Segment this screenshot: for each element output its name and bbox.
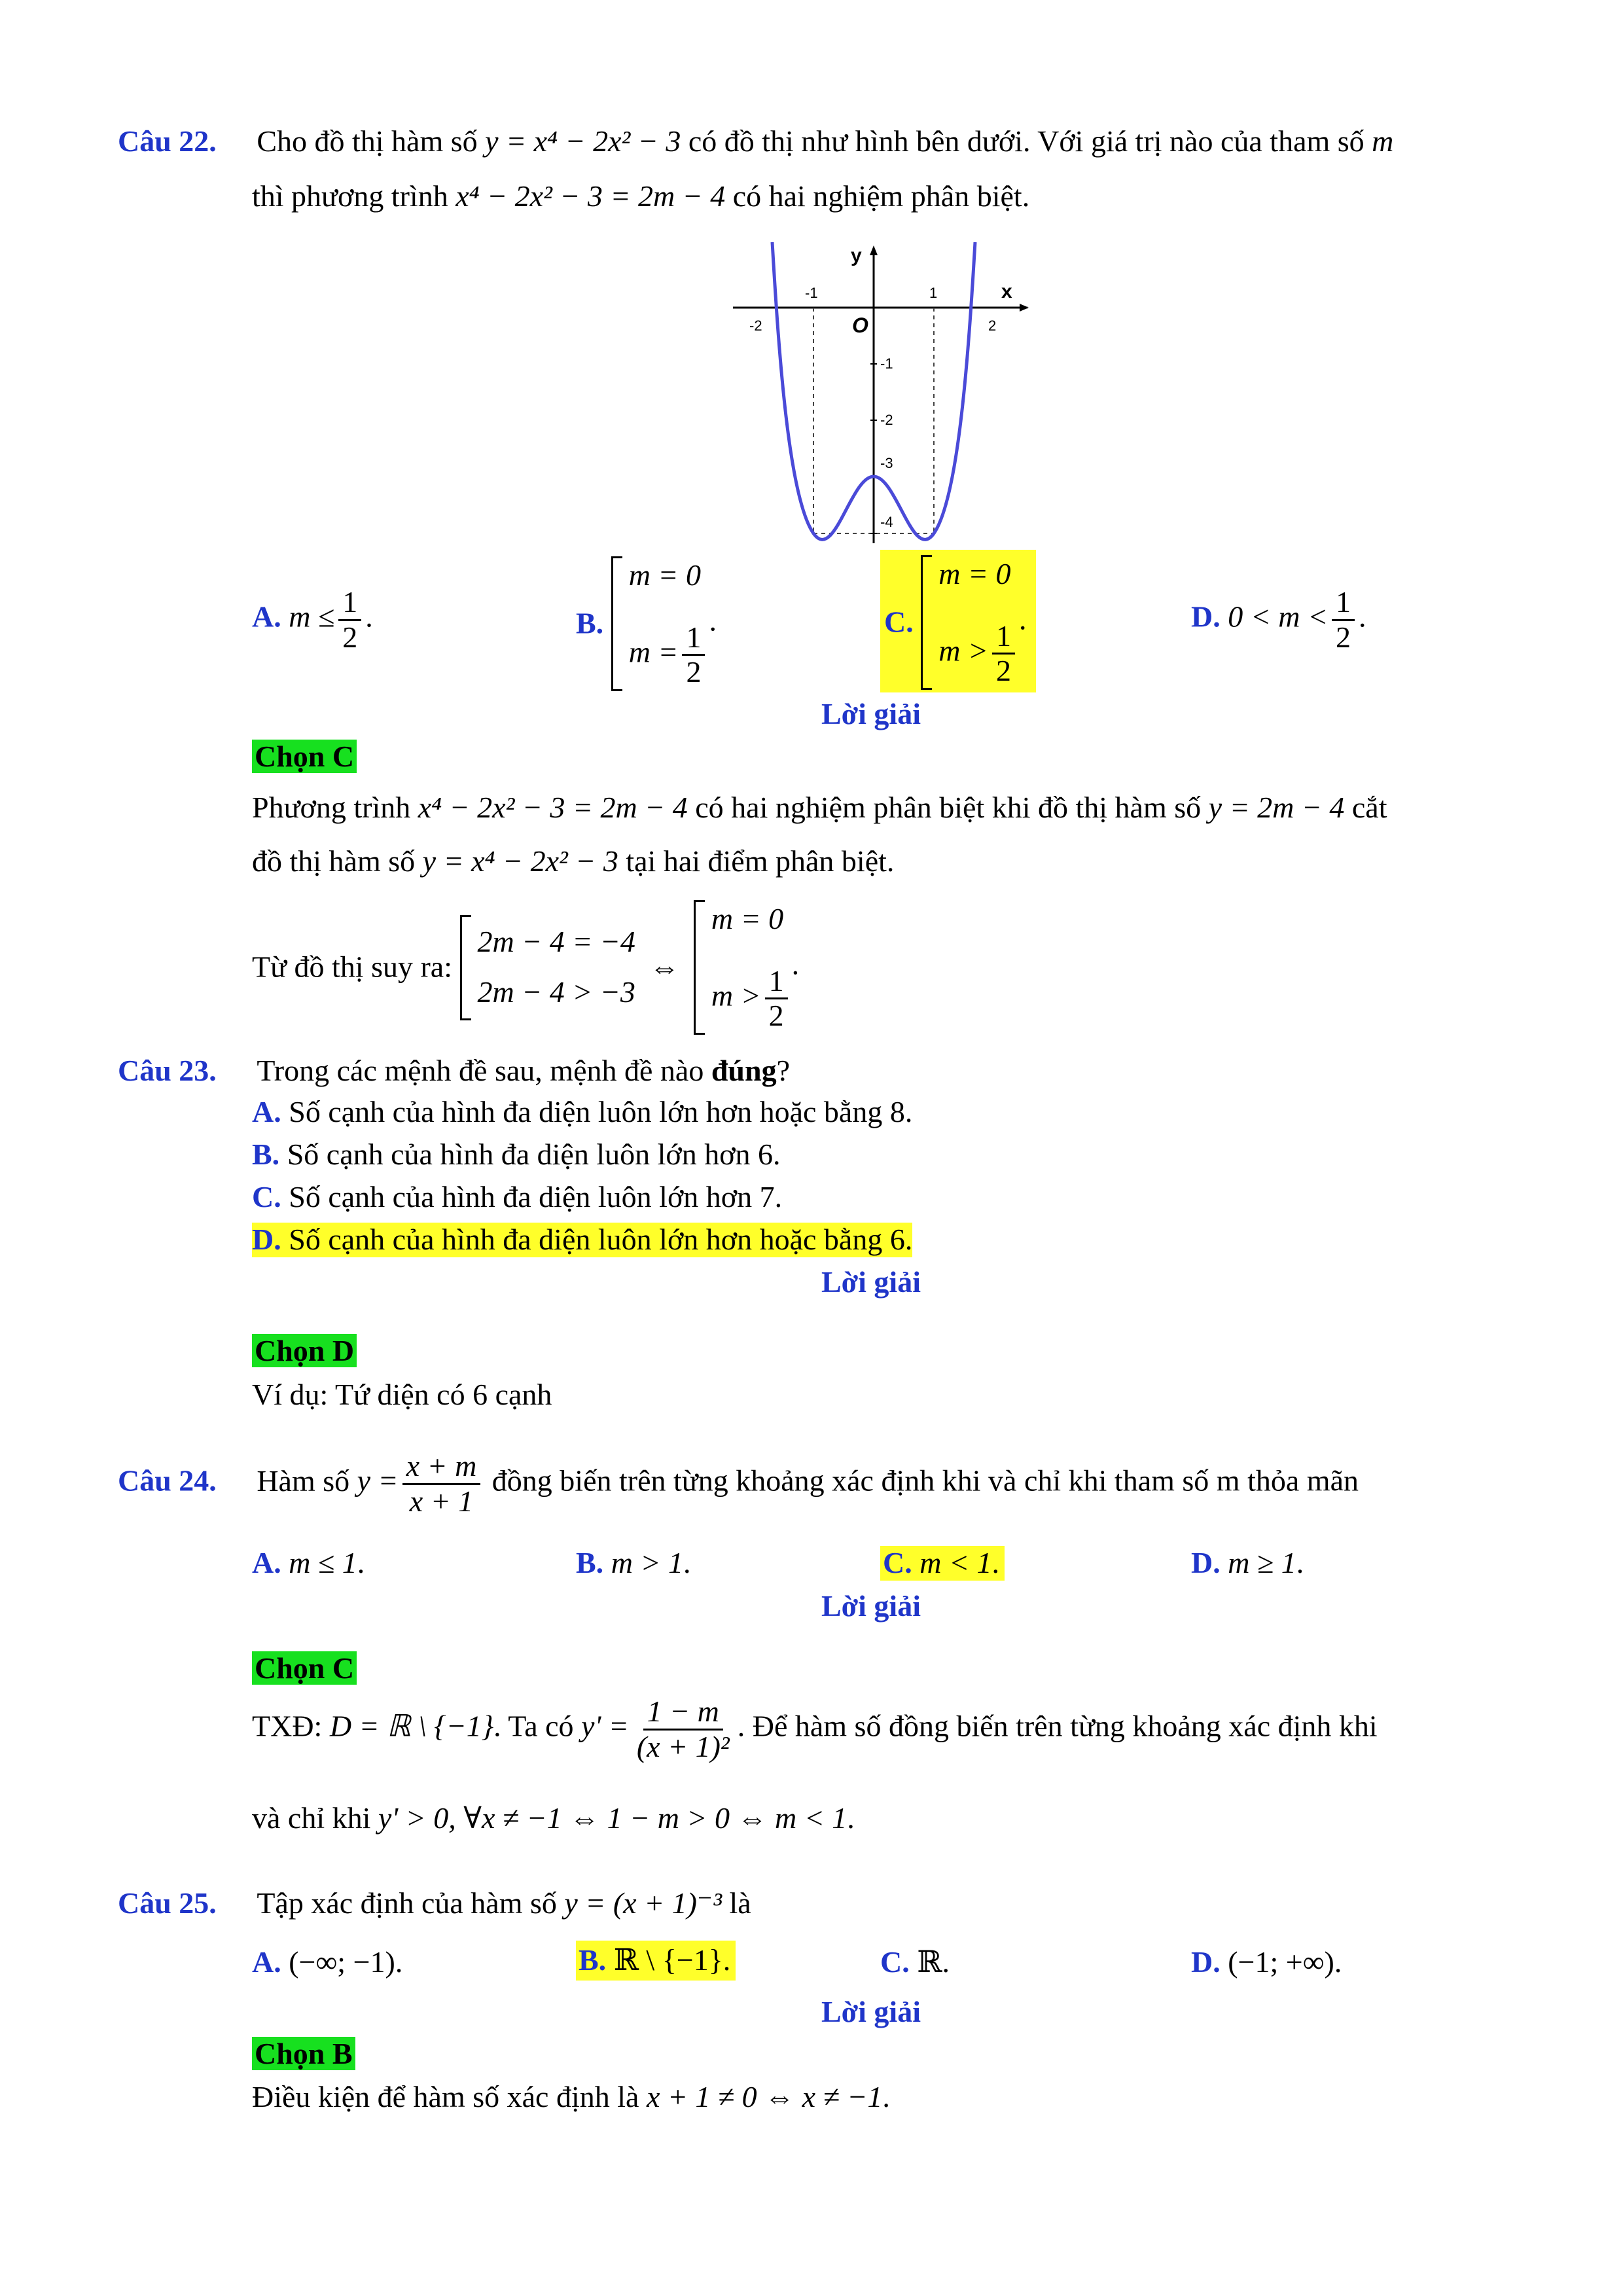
q25-line1: Câu 25. Tập xác định của hàm số y = (x + 1)⁻³ là [118,1886,751,1920]
q24-sol-line2: và chỉ khi y' > 0, ∀x ≠ −1 ⇔ 1 − m > 0 ⇔ m < 1. [252,1801,855,1835]
q22-text1: Cho đồ thị hàm số [257,124,478,158]
tick-x-neg1: -1 [805,285,818,301]
q22-graph [726,236,1034,550]
q23-solution-title: Lời giải [821,1265,921,1299]
x-label: x [1001,281,1012,302]
q25-option-d[interactable]: D. (−1; +∞). [1191,1945,1342,1979]
q22-line1 [118,124,1393,159]
q24-option-a[interactable]: A. m ≤ 1. [252,1546,365,1579]
q22-option-a[interactable]: A. m ≤ $\frac{1}{2}$ . [252,585,373,654]
tick-y-neg4: -4 [880,514,893,530]
q23-option-c[interactable]: C. Số cạnh của hình đa diện luôn lớn hơn 7. [252,1180,783,1213]
q22-solution-title: Lời giải [821,697,921,730]
q24-solution-title: Lời giải [821,1589,921,1623]
q22-text4: có hai nghiệm phân biệt. [732,179,1030,213]
q24-option-d[interactable]: D. m ≥ 1. [1191,1546,1304,1579]
q22-sol-line2: đồ thị hàm số y = x⁴ − 2x² − 3 tại hai điểm phân biệt. [252,844,895,878]
tick-x-2: 2 [988,317,997,334]
q23-option-a[interactable]: A. Số cạnh của hình đa diện luôn lớn hơn hoặc bằng 8. [252,1095,913,1128]
q22-text2: có đồ thị như hình bên dưới. Với giá trị nào của tham số [688,124,1364,158]
y-axis-arrow [870,245,878,255]
q25-choice: Chọn B [252,2037,355,2072]
y-label: y [851,245,862,266]
q22-option-c[interactable]: C. m = 0 m > $\frac{1}{2}$ . [880,550,1036,692]
q23-line1: Câu 23. Trong các mệnh đề sau, mệnh đề nào đúng? [118,1054,790,1087]
q24-option-c[interactable]: C. m < 1. [880,1546,1005,1581]
q24-line1: Câu 24. Hàm số y = $\frac{x + m}{x + 1}$ đồng biến trên từng khoảng xác định khi và chỉ khi tham số m thỏa mãn [118,1449,1359,1518]
q25-option-a[interactable]: A. (−∞; −1). [252,1945,403,1979]
q22-function: y = x⁴ − 2x² − 3 [485,124,681,158]
q25-solution: Điều kiện để hàm số xác định là x + 1 ≠ 0 ⇔ x ≠ −1. [252,2080,890,2113]
q23-choice: Chọn D [252,1334,357,1369]
q22-param: m [1372,124,1394,158]
q25-option-b[interactable]: B. ℝ \ {−1}. [576,1941,736,1981]
q22-sol-line3: Từ đồ thị suy ra: 2m − 4 = −4 2m − 4 > −3 ⇔ m = 0 m > $\frac{1}{2}$ . [252,900,799,1035]
q25-option-c[interactable]: C. ℝ. [880,1945,950,1979]
x-axis-arrow [1020,304,1029,312]
q24-choice: Chọn C [252,1651,357,1686]
q25-solution-title: Lời giải [821,1995,921,2028]
q24-option-b[interactable]: B. m > 1. [576,1546,691,1579]
tick-y-neg3: -3 [880,455,893,471]
q23-option-b[interactable]: B. Số cạnh của hình đa diện luôn lớn hơn 6. [252,1138,781,1171]
tick-x-neg2: -2 [749,317,762,334]
origin-label: O [852,314,868,337]
q22-text3: thì phương trình [252,179,448,213]
q22-option-d[interactable]: D. 0 < m < $\frac{1}{2}$ . [1191,585,1366,654]
q23-solution: Ví dụ: Tứ diện có 6 cạnh [252,1378,552,1411]
q22-choice: Chọn C [252,740,357,774]
tick-x-1: 1 [929,285,938,301]
q23-option-d[interactable]: D. Số cạnh của hình đa diện luôn lớn hơn hoặc bằng 6. [252,1223,913,1256]
q22-option-b[interactable]: B. m = 0 m = $\frac{1}{2}$ . [576,556,717,691]
q24-sol-line1: TXĐ: D = ℝ \ {−1}. Ta có y' = $\frac{1 - m}{\text{(x + 1)²}}$ . Để hàm số đồng biến trên từng khoảng xác định khi [252,1695,1378,1763]
q22-line2 [252,179,1029,214]
tick-y-neg2: -2 [880,412,893,428]
q22-equation: x⁴ − 2x² − 3 = 2m − 4 [455,179,726,213]
q22-sol-line1: Phương trình x⁴ − 2x² − 3 = 2m − 4 có hai nghiệm phân biệt khi đồ thị hàm số y = 2m − 4 cắt [252,791,1387,824]
q22-number: Câu 22. [118,124,217,158]
tick-y-neg1: -1 [880,355,893,372]
